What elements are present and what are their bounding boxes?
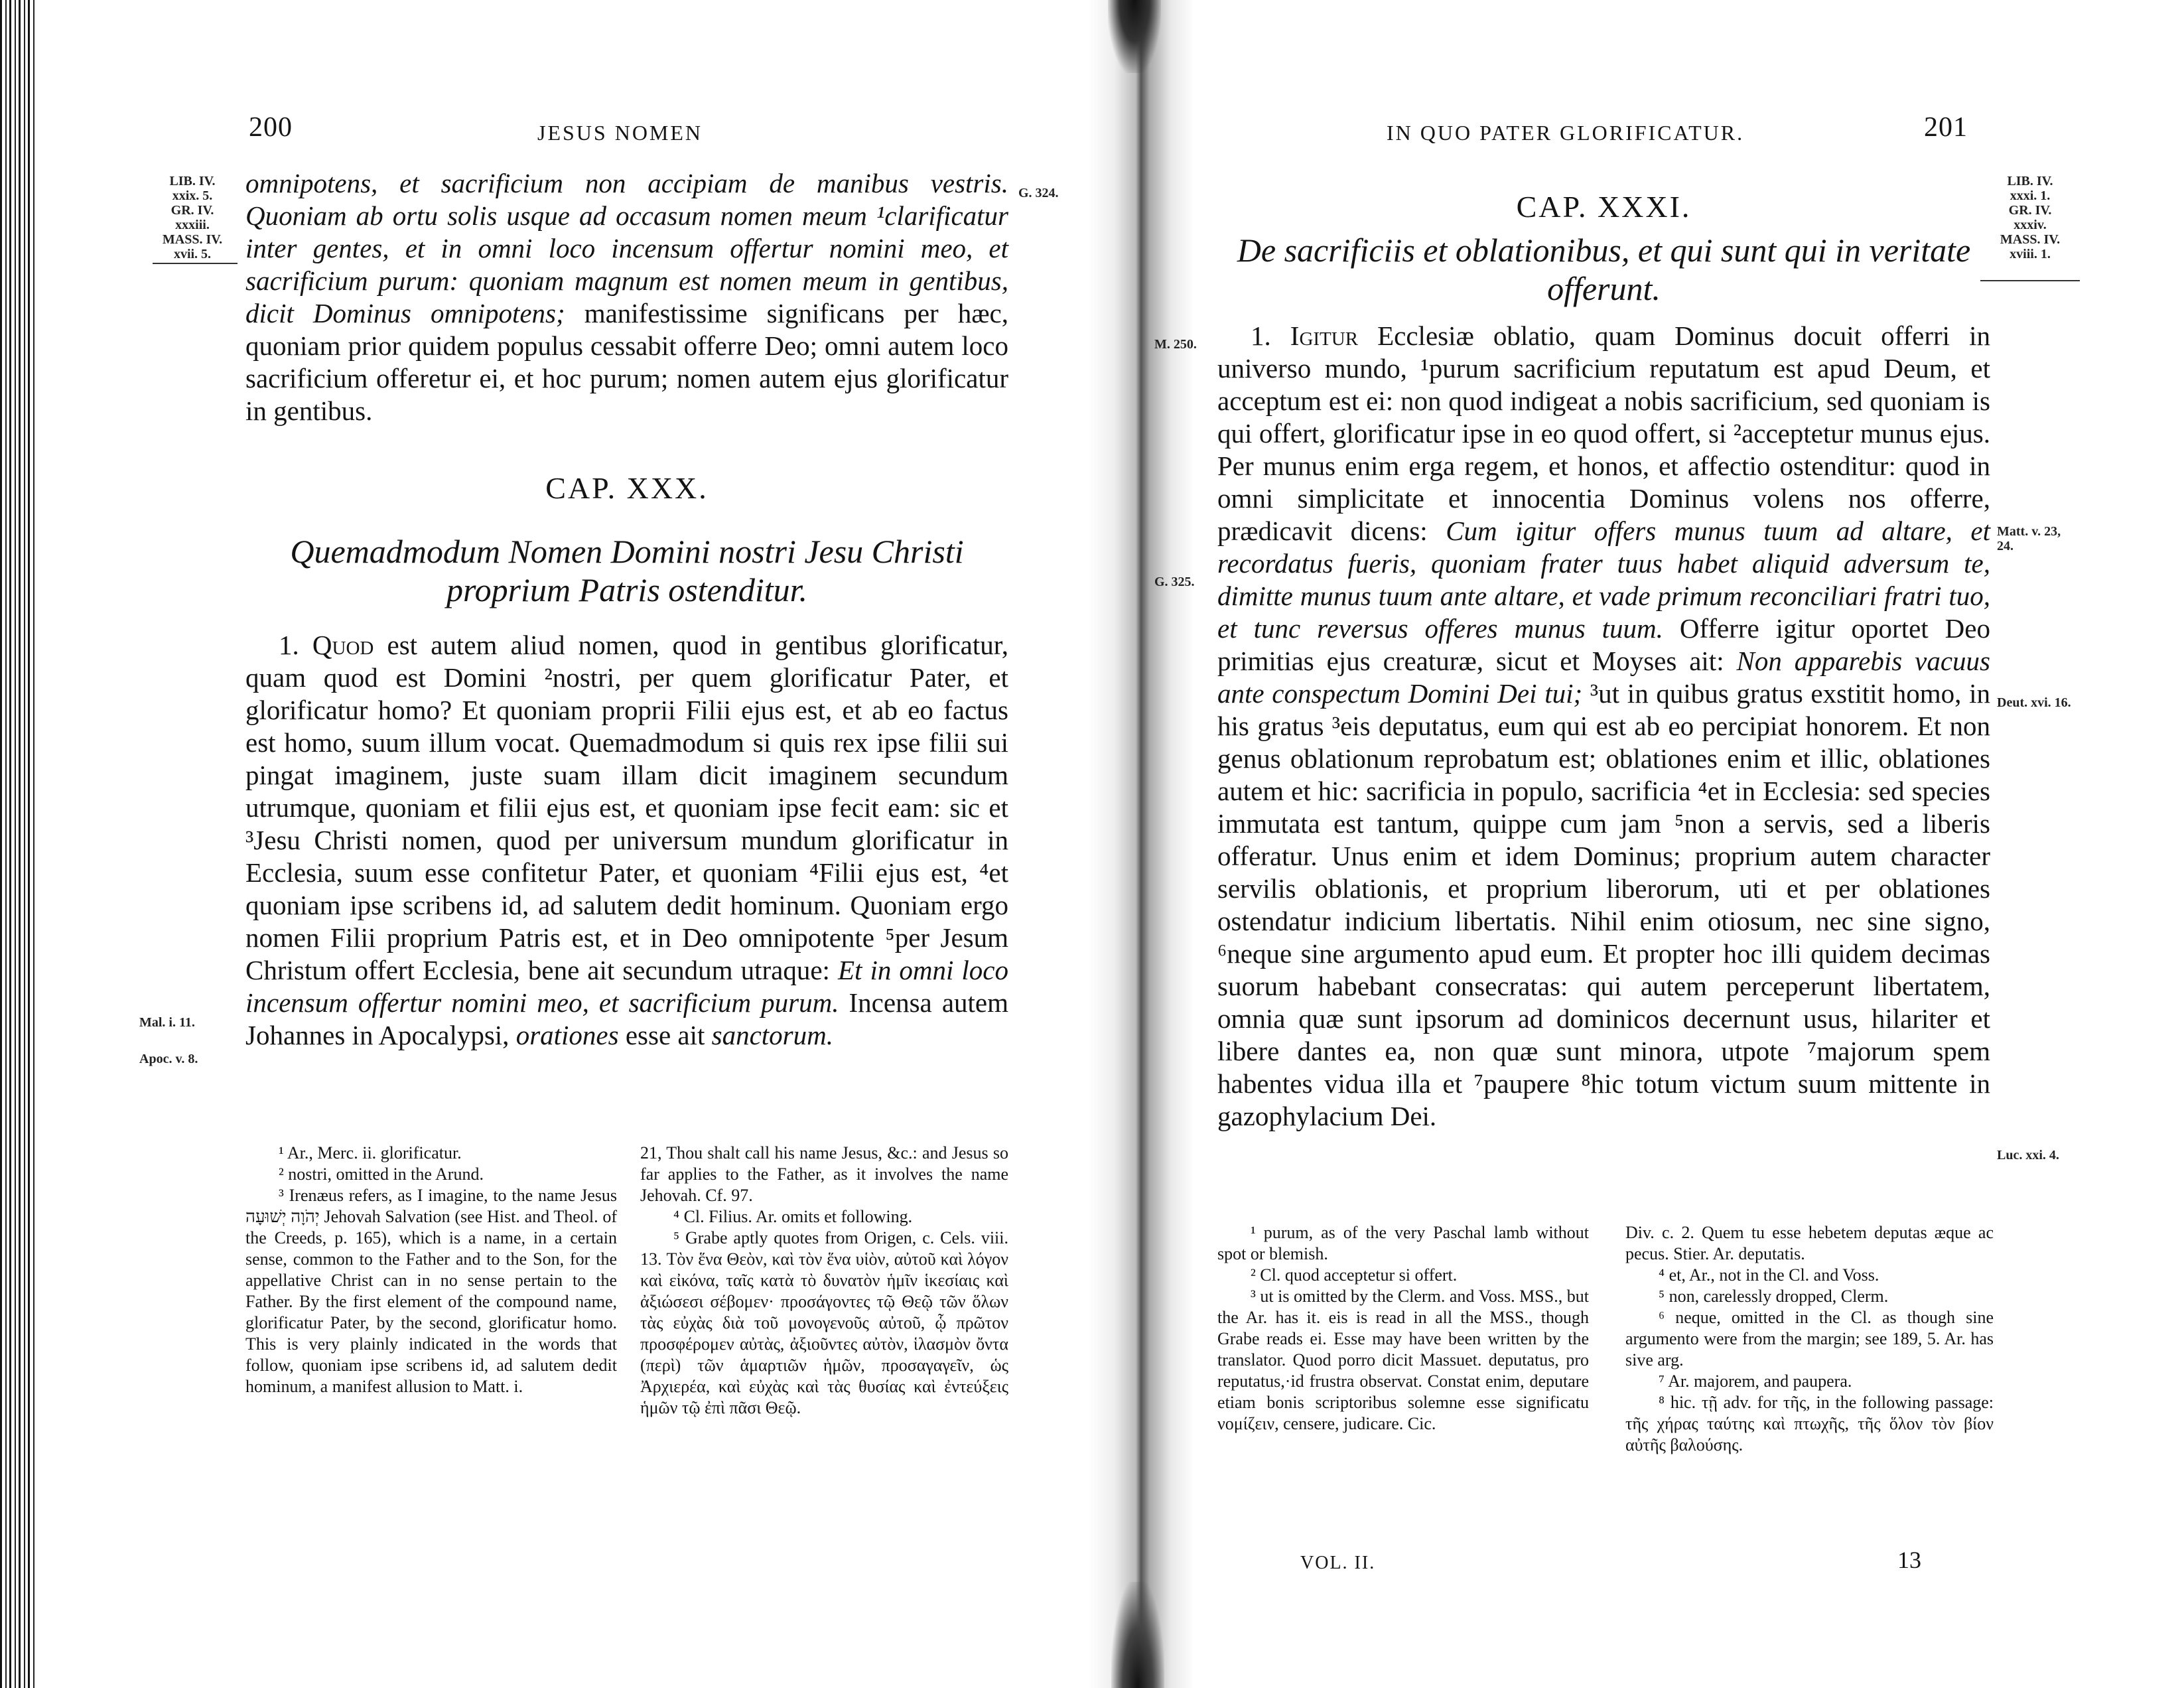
footnote: ⁶ neque, omitted in the Cl. as though sine argumento were from the margin; see 189, 5. Ar. has sive arg. bbox=[1625, 1308, 1994, 1370]
deuteronomy-quotation: Non apparebis vacuus ante conspectum Domini Dei tui; bbox=[1217, 646, 1990, 709]
chapter-31-paragraph-1 bbox=[1217, 320, 1990, 1133]
volume-label: VOL. II. bbox=[1300, 1553, 1376, 1573]
paragraph-text-end: ³ut in quibus gratus exstitit homo, in his gratus ³eis deputatus, eum qui est ab eo percipiat honorem. Et non genus oblationum reprobatum est; oblationes enim et illic, oblationes autem et hic: sacrificia in populo, sacrificia ⁴et in Ecclesia: sed species immutata est tantum, quippe cum jam ⁵non a servis, sed a liberis offeratur. Unus enim et idem Dominus; proprium autem character servilis oblationis, et proprium liberorum, uti et per oblationes ostendatur indicium libertatis. Nihil enim otiosum, nec sine signo, ⁶neque sine argumento apud eum. Et propter hoc illi quidem decimas suorum habebant consecratas: qui autem perceperunt libertatem, omnia quæ sunt ipsorum ad dominicos decernunt usus, hilariter et libere dantes ea, non quæ sunt minora, utpote ⁷majorum spem habentes vidua illa et ⁷paupere ⁸hic totum victum suum mittente in gazophylacium Dei. bbox=[1217, 678, 1990, 1131]
chapter-30-title: Quemadmodum Nomen Domini nostri Jesu Christi proprium Patris ostenditur. bbox=[290, 533, 964, 608]
left-margin-book-ref: LIB. IV. xxix. 5. GR. IV. xxxiii. MASS. IV. xvii. 5. bbox=[162, 174, 223, 261]
right-running-head bbox=[1207, 111, 2083, 151]
signature-mark: 13 bbox=[1897, 1547, 1921, 1573]
right-running-title: IN QUO PATER GLORIFICATUR. bbox=[1387, 121, 1745, 145]
footnote: ⁵ non, carelessly dropped, Clerm. bbox=[1659, 1287, 1889, 1306]
sanctorum-word: sanctorum. bbox=[711, 1020, 833, 1050]
footnote: ² Cl. quod acceptetur si offert. bbox=[1251, 1265, 1458, 1285]
right-margin-deut-ref: Deut. xvi. 16. bbox=[1997, 695, 2071, 710]
paragraph-incipit: Quod bbox=[312, 630, 374, 660]
footnote-continuation: Div. c. 2. Quem tu esse hebetem deputas æque ac pecus. Stier. Ar. deputatis. bbox=[1625, 1223, 1994, 1263]
left-opening-commentary: manifestissime significans per hæc, quoniam prior quidem populus cessabit offerre Deo; omni autem loco sacrificium offeretur ei, et hoc purum; nomen autem ejus glorificatur in gentibus. bbox=[245, 298, 1008, 426]
gospel-quotation: Cum igitur offers munus tuum ad altare, et recordatus fueris, quoniam frater tuus habet aliquid adversum te, dimitte munus tuum ante altare, et vade primum reconciliari fratri tuo, et tunc reversus offeres munus tuum. bbox=[1217, 516, 1990, 644]
paragraph-text: Ecclesiæ oblatio, quam Dominus docuit offerri in universo mundo, ¹purum sacrificium reputatum est apud Deum, et acceptum est ei: non quod indigeat a nobis sacrificium, sed quoniam is qui offert, glorificatur ipse in eo quod offert, si ²acceptetur munus ejus. Per munus enim erga regem, et honos, et affectio ostenditur: quod in omni simplicitate et innocentia Dominus volens nos offerre, prædicavit dicens: bbox=[1217, 320, 1990, 546]
gutter-shadow-top bbox=[1108, 0, 1161, 73]
right-margin-book-ref: LIB. IV. xxxi. 1. GR. IV. xxxiv. MASS. IV. xviii. 1. bbox=[2000, 174, 2061, 261]
paragraph-number: 1. bbox=[1251, 320, 1271, 351]
right-page-number: 201 bbox=[1924, 112, 1968, 143]
right-footnotes-column-2 bbox=[1625, 1222, 1994, 1456]
right-body-text bbox=[1217, 187, 1990, 1133]
footnote: ⁷ Ar. majorem, and paupera. bbox=[1659, 1372, 1852, 1391]
paragraph-text: est autem aliud nomen, quod in gentibus glorificatur, quam quod est Domini ²nostri, per quem glorificatur Pater, et glorificatur homo? Et quoniam proprii Filii ejus est, et ab eo factus est homo, suum illum vocat. Quemadmodum si quis rex ipse filii sui pingat imaginem, juste suam illam dicit imaginem secundum utrumque, quoniam et filii ejus est, et quoniam ipse fecit eam: sic et ³Jesu Christi nomen, quod per universum mundum glorificatur in Ecclesia, suum esse confitetur Pater, et quoniam ⁴Filii ejus est, ⁴et quoniam ipse scribens id, ad salutem dedit hominum. Quoniam ergo nomen Filii proprium Patris est, et in Deo omnipotente ⁵per Jesum Christum offert Ecclesia, bene ait secundum utraque: bbox=[245, 630, 1008, 985]
right-page bbox=[1154, 0, 2083, 1688]
left-body-text bbox=[245, 167, 1008, 1052]
footnote: ² nostri, omitted in the Arund. bbox=[279, 1164, 484, 1184]
chapter-30-paragraph-1 bbox=[245, 629, 1008, 1052]
book-binding-edge bbox=[0, 0, 34, 1688]
footnote: ⁵ Grabe aptly quotes from Origen, c. Cels. viii. 13. Τὸν ἕνα Θεὸν, καὶ τὸν ἕνα υἱὸν, αὐτοῦ καὶ λόγον καὶ εἰκόνα, ταῖς κατὰ τὸ δυνατὸν ἡμῖν ἱκεσίαις καὶ ἀξιώσεσι σέβομεν· προσάγοντες τῷ Θεῷ τῶν ὅλων τὰς εὐχὰς διὰ τοῦ μονογενοῦς αὐτοῦ, ᾧ πρῶτον προσφέρομεν αὐτὰς, ἀξιοῦντες αὐτὸν, ἱλασμὸν ὄντα (περὶ) τῶν ἁμαρτιῶν ἡμῶν, προσαγαγεῖν, ὡς Ἀρχιερέα, καὶ εὐχὰς καὶ τὰς θυσίας καὶ ἐντεύξεις ἡμῶν τῷ ἐπὶ πᾶσι Θεῷ. bbox=[640, 1228, 1008, 1417]
left-running-head bbox=[153, 111, 1015, 151]
paragraph-text-continued: Incensa autem Johannes in Apocalypsi, bbox=[245, 987, 1008, 1050]
left-opening-quotation: omnipotens, et sacrificium non accipiam de manibus vestris. Quoniam ab ortu solis usque ad occasum nomen meum ¹clarificatur inter gentes, et in omni loco incensum offertur nomini meo, et sacrificium purum: quoniam magnum est nomen meum in gentibus, dicit Dominus omnipotens; bbox=[245, 168, 1008, 328]
chapter-31-number: CAP. XXXI. bbox=[1516, 190, 1692, 224]
right-margin-massuet-ref: M. 250. bbox=[1154, 337, 1197, 352]
book-gutter bbox=[1088, 0, 1194, 1688]
left-margin-rule bbox=[153, 263, 238, 264]
footnote: ⁴ et, Ar., not in the Cl. and Voss. bbox=[1659, 1265, 1879, 1285]
footnote: ¹ purum, as of the very Paschal lamb without spot or blemish. bbox=[1217, 1223, 1589, 1263]
paragraph-text-continued: Offerre igitur oportet Deo primitias ejus creaturæ, sicut et Moyses ait: bbox=[1217, 613, 1990, 676]
footnote: ⁴ Cl. Filius. Ar. omits et following. bbox=[673, 1207, 913, 1226]
left-margin-mal-ref: Mal. i. 11. bbox=[139, 1015, 195, 1030]
paragraph-incipit: Igitur bbox=[1290, 320, 1359, 351]
chapter-31-title: De sacrificiis et oblationibus, et qui sunt qui in veritate offerunt. bbox=[1237, 232, 1971, 307]
right-footnotes-column-1 bbox=[1217, 1222, 1589, 1435]
left-footnotes-column-2 bbox=[640, 1143, 1008, 1419]
right-margin-grabe-ref: G. 325. bbox=[1154, 575, 1195, 589]
left-running-title: JESUS NOMEN bbox=[537, 121, 703, 145]
footnote: ³ ut is omitted by the Clerm. and Voss. MSS., but the Ar. has it. eis is read in all the MSS., though Grabe reads ei. Esse may have been written by the translator. Quod porro dicit Massuet. deputatus, pro reputatus,·id frustra observat. Constat enim, deputare etiam bonis scriptoribus solemne esse significatu νομίζειν, censere, judicare. Cic. bbox=[1217, 1287, 1589, 1433]
left-margin-grabe-ref: G. 324. bbox=[1018, 186, 1059, 200]
left-page bbox=[139, 0, 1059, 1688]
footnote: ³ Irenæus refers, as I imagine, to the name Jesus יְהֹוָה יְשׁוּעָה Jehovah Salvation (see Hist. and Theol. of the Creeds, p. 165), which is a name, in a certain sense, common to the Father and to the Son, for the appellative Christ can in no sense pertain to the Father. By the first element of the compound name, glorificatur Pater, by the second, glorificatur homo. This is very plainly indicated in the words that follow, quoniam ipse scribens id, ad salutem dedit hominum, a manifest allusion to Matt. i. bbox=[245, 1186, 617, 1396]
paragraph-number: 1. bbox=[279, 630, 299, 660]
gutter-shadow-bottom bbox=[1111, 1582, 1164, 1688]
chapter-30-number: CAP. XXX. bbox=[545, 471, 709, 505]
left-opening-paragraph bbox=[245, 167, 1008, 427]
scripture-quotation: Et in omni loco incensum offertur nomini meo, et sacrificium purum. bbox=[245, 955, 1008, 1018]
left-margin-apoc-ref: Apoc. v. 8. bbox=[139, 1052, 198, 1066]
right-margin-rule bbox=[1980, 280, 2080, 281]
left-footnotes-column-1 bbox=[245, 1143, 617, 1397]
right-margin-luc-ref: Luc. xxi. 4. bbox=[1997, 1148, 2059, 1162]
footnote: ⁸ hic. τῇ adv. for τῆς, in the following passage: τῆς χήρας ταύτης καὶ πτωχῆς, τῆς ὅλον τὸν βίον αὐτῆς βαλούσης. bbox=[1625, 1393, 1994, 1454]
right-margin-matt-ref: Matt. v. 23, 24. bbox=[1997, 524, 2061, 553]
footnote: ¹ Ar., Merc. ii. glorificatur. bbox=[279, 1143, 462, 1162]
left-page-number: 200 bbox=[249, 112, 293, 143]
footnote-continuation: 21, Thou shalt call his name Jesus, &c.: and Jesus so far applies to the Father, as it involves the name Jehovah. Cf. 97. bbox=[640, 1143, 1008, 1205]
orationes-word: orationes bbox=[515, 1020, 619, 1050]
paragraph-text-end: esse ait bbox=[618, 1020, 712, 1050]
